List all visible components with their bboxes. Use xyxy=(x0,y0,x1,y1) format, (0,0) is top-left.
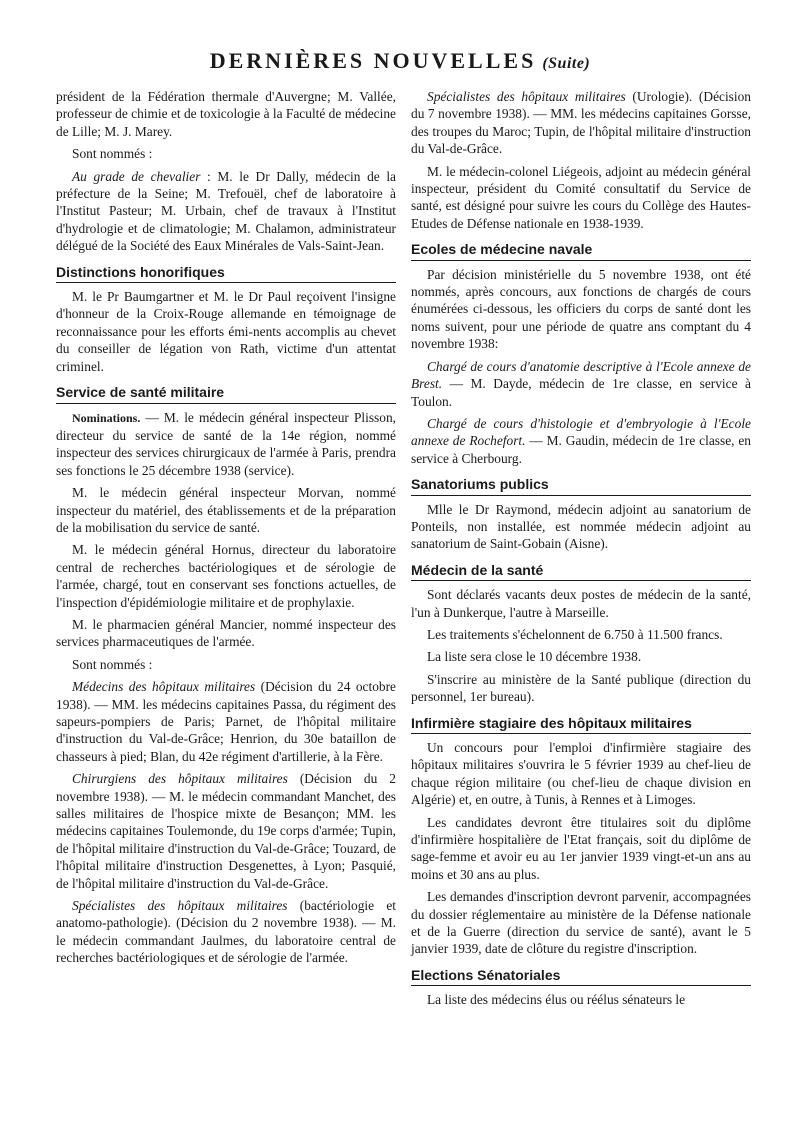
paragraph-text: — M. Gaudin, médecin de 1re classe, en service à Cherbourg. xyxy=(411,433,752,466)
paragraph xyxy=(56,168,396,255)
section-heading-infirmiere: Infirmière stagiaire des hôpitaux militaires xyxy=(411,715,751,734)
italic-lead: Médecins des hôpitaux militaires xyxy=(72,679,256,695)
paragraph: M. le pharmacien général Mancier, nommé inspecteur des services pharmaceutiques de l'armée. xyxy=(56,616,396,650)
section-heading-elections: Elections Sénatoriales xyxy=(411,967,751,986)
paragraph xyxy=(411,88,751,158)
run-in-label: Nominations. xyxy=(72,410,141,425)
paragraph-text: — M. Dayde, médecin de 1re classe, en service à Toulon. xyxy=(411,376,751,409)
paragraph: Sont déclarés vacants deux postes de médecin de la santé, l'un à Dunkerque, l'autre à Marseille. xyxy=(411,587,751,620)
paragraph xyxy=(411,415,751,467)
paragraph: Les traitements s'échelonnent de 6.750 à 11.500 francs. xyxy=(427,626,723,642)
section-heading-distinctions: Distinctions honorifiques xyxy=(56,264,396,283)
paragraph: Sont nommés : xyxy=(72,146,153,162)
paragraph: S'inscrire au ministère de la Santé publique (direction du personnel, 1er bureau). xyxy=(411,671,751,705)
paragraph-text: : M. le Dr Dally, médecin de la préfecture de la Seine; M. Trefouël, chef de laboratoire à l'Institut Pasteur; M. Urbain, chef de travaux à l'Institut d'hydrologie et de climatologie; M. Chalamon, administrateur délégué de la Société des Eaux Minérales de Vals-Saint-Jean. xyxy=(56,168,396,254)
paragraph-text: — M. le médecin général inspecteur Plisson, directeur du service de santé de la 14e région, nommé inspecteur des services chirurgicaux de l'armée à Paris, prendra ses fonctions le 25 décembre 1938 (service). xyxy=(56,409,396,478)
paragraph xyxy=(56,678,396,765)
paragraph xyxy=(56,770,396,892)
left-column xyxy=(56,88,396,972)
paragraph-text: (bactériologie et anatomo-pathologie). (Décision du 2 novembre 1938). — M. le médecin commandant Jaulmes, du laboratoire central de recherches bactériologiques et de sérologie de l'armée. xyxy=(56,898,397,966)
section-heading-ecoles: Ecoles de médecine navale xyxy=(411,241,751,260)
paragraph: Un concours pour l'emploi d'infirmière stagiaire des hôpitaux militaires s'ouvrira le 5 février 1939 au chef-lieu de chaque région militaire (ou chef-lieu de chaque division en Algérie) et, en outre, à Tunis, à Rennes et à Limoges. xyxy=(411,740,751,808)
paragraph: Les candidates devront être titulaires soit du diplôme d'infirmière hospitalière de l'Etat français, soit du diplôme de sage-femme et avoir eu au 1er janvier 1939 vingt-et-un ans au moins et 30 ans au plus. xyxy=(411,814,751,882)
paragraph: Par décision ministérielle du 5 novembre 1938, ont été nommés, après concours, aux fonctions de chargés de cours énumérées ci-dessous, les officiers du corps de santé dont les noms suivent, pour une période de quatre ans comptant du 4 novembre 1938: xyxy=(411,266,751,352)
paragraph: M. le médecin-colonel Liégeois, adjoint au médecin général inspecteur, président du Comité consultatif du Service de santé, est désigné pour suivre les cours du Collège des Hautes-Etudes de Défense nationale en 1938-1939. xyxy=(411,163,751,231)
italic-lead: Spécialistes des hôpitaux militaires xyxy=(72,898,288,914)
paragraph: M. le Pr Baumgartner et M. le Dr Paul reçoivent l'insigne d'honneur de la Croix-Rouge allemande en témoignage de reconnaissance pour les efforts émi-nents accomplis au chevet du conseiller de légation von Rath, victime d'un attentat criminel. xyxy=(56,289,396,374)
section-heading-service-sante: Service de santé militaire xyxy=(56,384,396,403)
italic-lead: Chargé de cours d'histologie et d'embryologie à l'Ecole annexe de Rochefort. xyxy=(411,415,751,449)
page-title xyxy=(0,48,800,74)
paragraph: Les demandes d'inscription devront parvenir, accompagnées du dossier réglementaire au ministère de la Défense nationale et de la Guerre (direction du service de santé), avant le 5 janvier 1939, date de clôture du registre d'inscription. xyxy=(411,889,751,957)
right-column xyxy=(411,88,751,1014)
section-heading-medecin-sante: Médecin de la santé xyxy=(411,562,751,581)
paragraph xyxy=(411,358,751,410)
paragraph: M. le médecin général Hornus, directeur du laboratoire central de recherches bactériologiques et de sérologie de l'armée, chargé, tout en conservant ses fonctions actuelles, de l'inspection d'épidémiologie militaire et de prophylaxie. xyxy=(56,542,396,610)
italic-lead: Au grade de chevalier xyxy=(72,168,201,184)
title-text: DERNIÈRES NOUVELLES xyxy=(209,48,537,73)
paragraph: La liste des médecins élus ou réélus sénateurs le xyxy=(427,992,686,1008)
paragraph-text: (Décision du 24 octobre 1938). — MM. les médecins capitaines Passa, du régiment des sapeurs-pompiers de Paris; Parnet, de l'hôpital militaire d'instruction du Val-de-Grâce; Henrion, du 30e bataillon de chasseurs à pied; Blan, du 42e régiment d'artillerie, à la Fère. xyxy=(56,679,396,764)
paragraph: M. le médecin général inspecteur Morvan, nommé inspecteur du matériel, des établissements et de la préparation de la mobilisation du service de santé. xyxy=(56,485,396,535)
paragraph: La liste sera close le 10 décembre 1938. xyxy=(427,649,642,665)
title-suite: (Suite) xyxy=(542,55,591,72)
italic-lead: Chirurgiens des hôpitaux militaires xyxy=(72,771,288,787)
section-heading-sanatoriums: Sanatoriums publics xyxy=(411,476,751,495)
italic-lead: Chargé de cours d'anatomie descriptive à l'Ecole annexe de Brest. xyxy=(411,358,751,392)
paragraph xyxy=(56,409,396,480)
italic-lead: Spécialistes des hôpitaux militaires xyxy=(427,89,626,104)
paragraph: président de la Fédération thermale d'Auvergne; M. Vallée, professeur de chimie et de toxicologie à la Faculté de médecine de Lille; M. J. Marey. xyxy=(56,89,396,139)
paragraph xyxy=(56,897,396,967)
paragraph-text: (Urologie). (Décision du 7 novembre 1938). — MM. les médecins capitaines Gorsse, des troupes du Maroc; Tupin, de l'hôpital militaire d'instruction du Val-de-Grâce. xyxy=(411,89,751,157)
paragraph: Mlle le Dr Raymond, médecin adjoint au sanatorium de Ponteils, non installée, est nommée médecin adjoint au sanatorium de Saint-Gobain (Aisne). xyxy=(411,501,751,552)
paragraph-text: (Décision du 2 novembre 1938). — M. le médecin commandant Manchet, des salles militaires de l'hospice mixte de Besançon; MM. les médecins capitaines Toulemonde, du 19e corps d'armée; Tupin, de l'hôpital militaire d'instruction du Val-de-Grâce; Touzard, de l'hôpital militaire d'instruction Desgenettes, à Lyon; Pasquié, de l'hôpital militaire d'instruction du Val-de-Grâce. xyxy=(56,771,396,891)
paragraph: Sont nommés : xyxy=(72,656,153,672)
